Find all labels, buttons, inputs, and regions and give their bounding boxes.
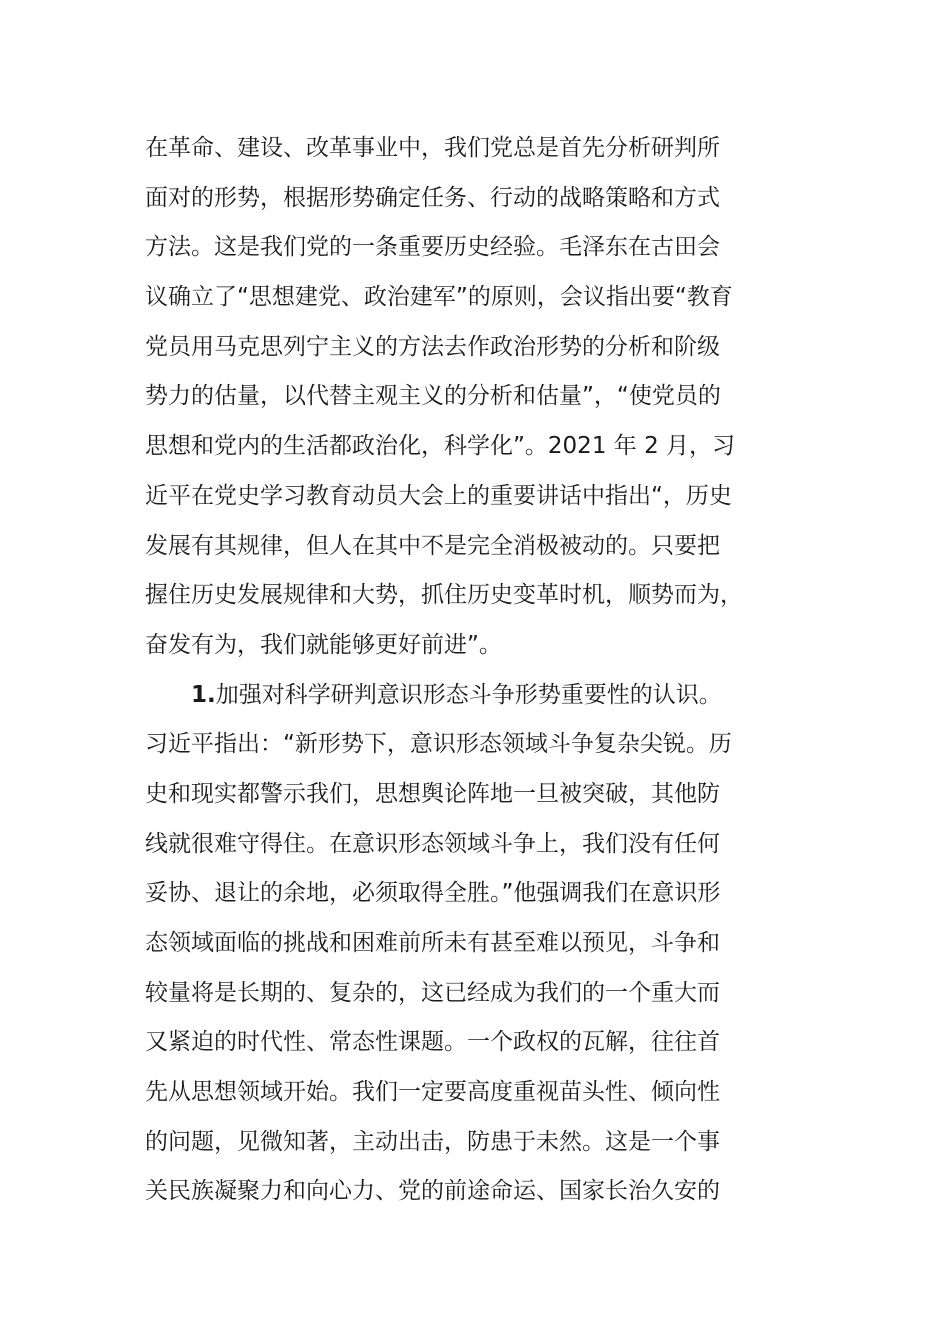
text-line: 态领域面临的挑战和困难前所未有甚至难以预见，斗争和 [145,930,720,956]
section-heading-text: 加强对科学研判意识形态斗争形势重要性的认识。 [215,681,722,708]
text-line: 奋发有为，我们就能够更好前进”。 [145,631,502,658]
text-line: 又紧迫的时代性、常态性课题。一个政权的瓦解，往往首 [145,1029,720,1056]
body-text [145,124,825,1217]
text-line: 的问题，见微知著，主动出击，防患于未然。这是一个事 [145,1128,720,1155]
text-line: 习近平指出：“新形势下，意识形态领域斗争复杂尖锐。历 [145,731,732,758]
section-heading-line [145,671,825,721]
text-line: 在革命、建设、改革事业中，我们党总是首先分析研判所 [145,135,720,161]
text-line: 思想和党内的生活都政治化，科学化”。2021 年 2 月，习 [145,433,736,460]
text-line: 线就很难守得住。在意识形态领域斗争上，我们没有任何 [145,830,720,857]
text-line: 方法。这是我们党的一条重要历史经验。毛泽东在古田会 [145,234,720,261]
text-line: 较量将是长期的、复杂的，这已经成为我们的一个重大而 [145,979,720,1006]
text-line: 发展有其规律，但人在其中不是完全消极被动的。只要把 [145,532,720,559]
text-line: 党员用马克思列宁主义的方法去作政治形势的分析和阶级 [145,333,720,360]
text-line: 握住历史发展规律和大势，抓住历史变革时机，顺势而为， [145,582,743,609]
text-line: 议确立了“思想建党、政治建军”的原则，会议指出要“教育 [145,284,733,311]
text-line: 妥协、退让的余地，必须取得全胜。”他强调我们在意识形 [145,880,721,907]
paragraph-2 [145,671,825,1218]
text-line: 面对的形势，根据形势确定任务、行动的战略策略和方式 [145,184,720,211]
text-line: 近平在党史学习教育动员大会上的重要讲话中指出“，历史 [145,482,732,509]
text-line: 先从思想领域开始。我们一定要高度重视苗头性、倾向性 [145,1079,720,1106]
section-number: 1. [191,681,216,708]
paragraph-1 [145,124,825,671]
text-line: 势力的估量，以代替主观主义的分析和估量”，“使党员的 [145,383,721,410]
text-line: 关民族凝聚力和向心力、党的前途命运、国家长治久安的 [145,1178,720,1205]
text-line: 史和现实都警示我们，思想舆论阵地一旦被突破，其他防 [145,780,720,807]
